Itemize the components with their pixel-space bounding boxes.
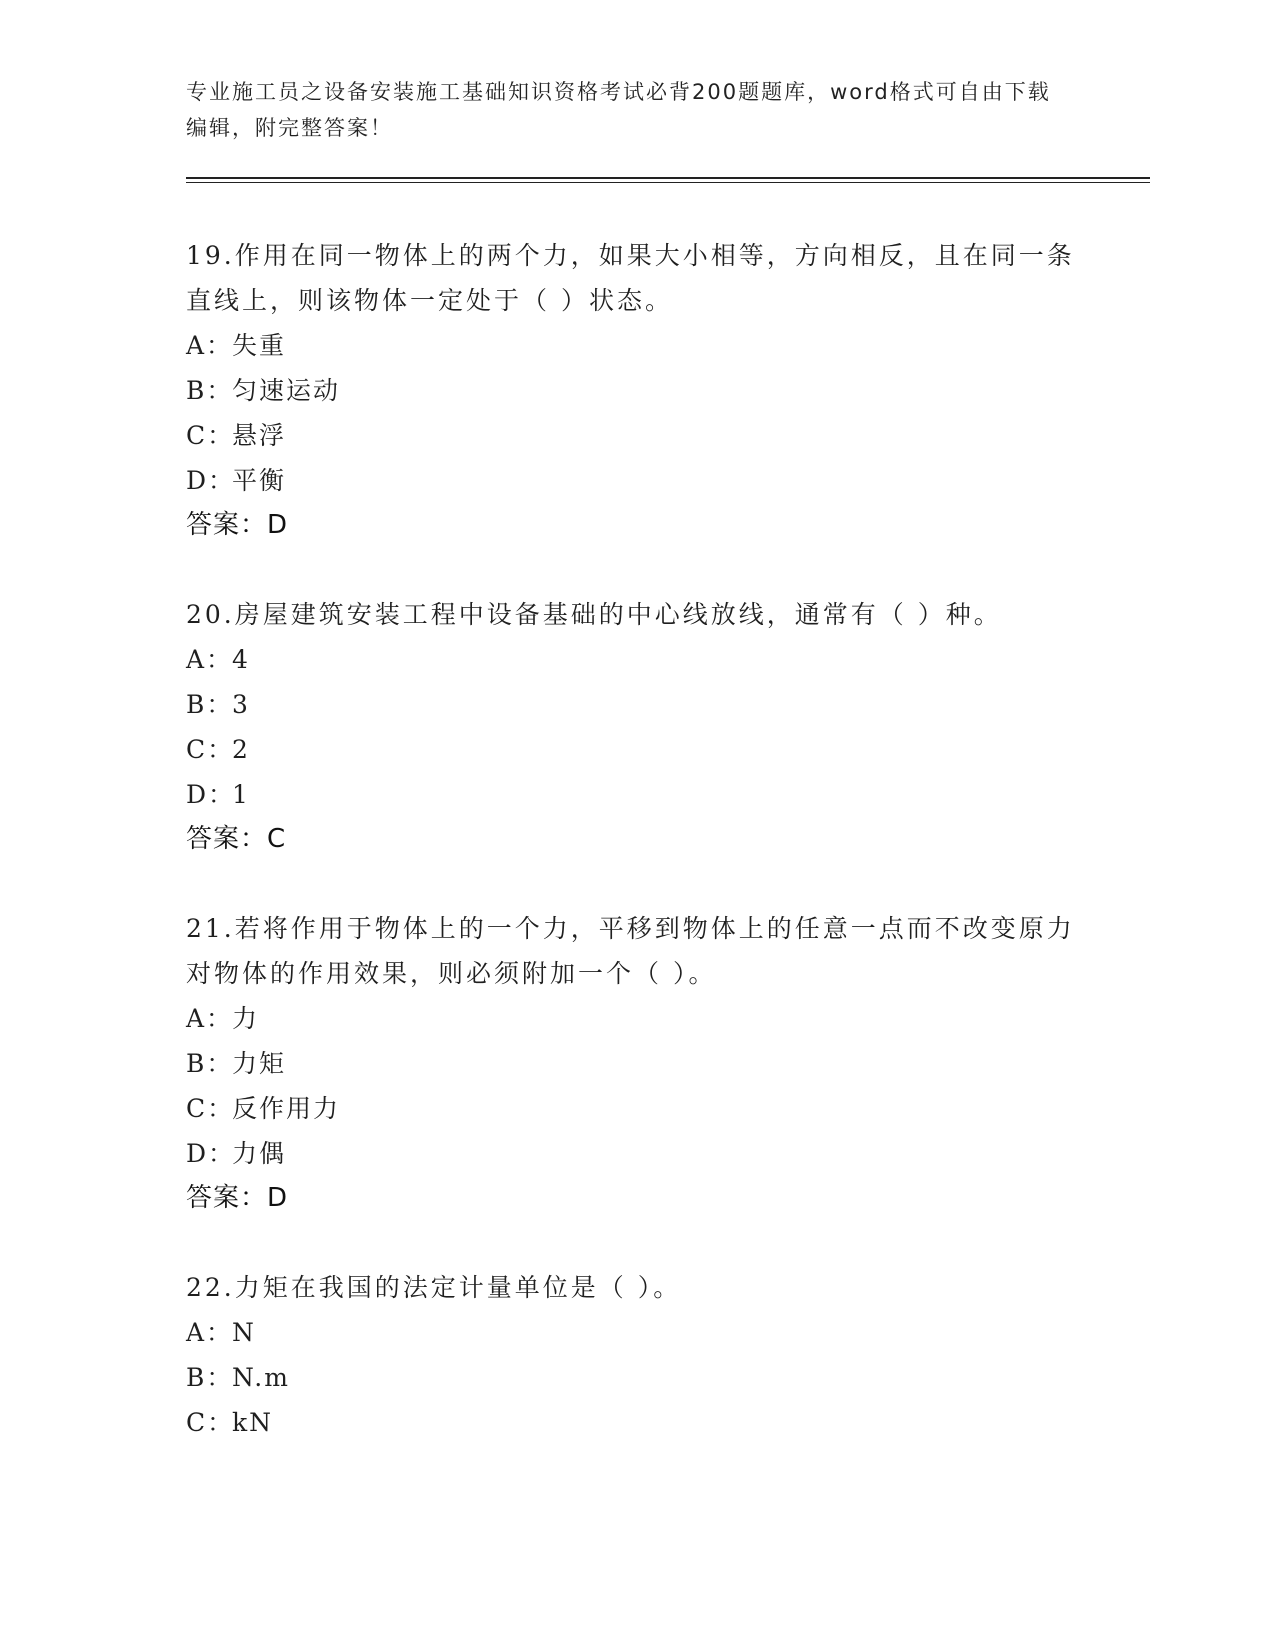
option-letter: A：	[186, 331, 234, 360]
option-letter: B：	[186, 1363, 234, 1392]
option-text: 反作用力	[232, 1094, 341, 1123]
option-text: 悬浮	[232, 421, 287, 450]
option-letter: B：	[186, 690, 234, 719]
option-b	[186, 368, 1086, 413]
option-text: 1	[232, 780, 250, 809]
option-text: kN	[232, 1408, 274, 1437]
header-rule-thin	[186, 182, 1150, 183]
option-b	[186, 1041, 1086, 1086]
option-text: 力偶	[232, 1139, 287, 1168]
option-b	[186, 682, 1086, 727]
option-letter: C：	[186, 1094, 235, 1123]
question-22	[186, 1265, 1086, 1445]
option-c	[186, 727, 1086, 772]
question-gap	[186, 1221, 1086, 1265]
answer-line: 答案：D	[186, 510, 289, 540]
option-text: 失重	[232, 331, 287, 360]
option-text: 3	[232, 690, 250, 719]
option-text: 匀速运动	[232, 376, 341, 405]
question-text: 21.若将作用于物体上的一个力，平移到物体上的任意一点而不改变原力对物体的作用效果，则必须附加一个（ ）。	[186, 914, 1075, 988]
header-rule-thick	[186, 177, 1150, 179]
option-letter: A：	[186, 645, 234, 674]
question-gap	[186, 548, 1086, 592]
option-c	[186, 1400, 1086, 1445]
question-20	[186, 592, 1086, 862]
option-text: 力	[232, 1004, 260, 1033]
option-letter: C：	[186, 1408, 235, 1437]
option-letter: D：	[186, 780, 236, 809]
question-text: 19.作用在同一物体上的两个力，如果大小相等，方向相反，且在同一条直线上，则该物体一定处于（ ）状态。	[186, 241, 1075, 315]
option-d	[186, 772, 1086, 817]
option-text: 平衡	[232, 466, 287, 495]
question-21	[186, 906, 1086, 1221]
option-letter: D：	[186, 1139, 236, 1168]
option-letter: C：	[186, 421, 235, 450]
option-a	[186, 1310, 1086, 1355]
document-header: 专业施工员之设备安装施工基础知识资格考试必背200题题库，word格式可自由下载编辑，附完整答案！	[186, 80, 1051, 140]
option-letter: B：	[186, 1049, 234, 1078]
option-c	[186, 413, 1086, 458]
option-letter: A：	[186, 1318, 234, 1347]
option-d	[186, 1131, 1086, 1176]
option-letter: C：	[186, 735, 235, 764]
question-gap	[186, 862, 1086, 906]
option-a	[186, 323, 1086, 368]
option-text: N	[232, 1318, 256, 1347]
option-a	[186, 996, 1086, 1041]
option-letter: B：	[186, 376, 234, 405]
question-text: 22.力矩在我国的法定计量单位是（ ）。	[186, 1273, 682, 1302]
question-19	[186, 233, 1086, 548]
option-text: 2	[232, 735, 250, 764]
option-text: 4	[232, 645, 250, 674]
answer-line: 答案：C	[186, 824, 287, 854]
option-a	[186, 637, 1086, 682]
option-c	[186, 1086, 1086, 1131]
option-letter: A：	[186, 1004, 234, 1033]
option-text: N.m	[232, 1363, 290, 1392]
option-b	[186, 1355, 1086, 1400]
option-text: 力矩	[232, 1049, 287, 1078]
question-list	[186, 233, 1086, 1445]
option-letter: D：	[186, 466, 236, 495]
question-text: 20.房屋建筑安装工程中设备基础的中心线放线，通常有（ ）种。	[186, 600, 1002, 629]
option-d	[186, 458, 1086, 503]
answer-line: 答案：D	[186, 1183, 289, 1213]
